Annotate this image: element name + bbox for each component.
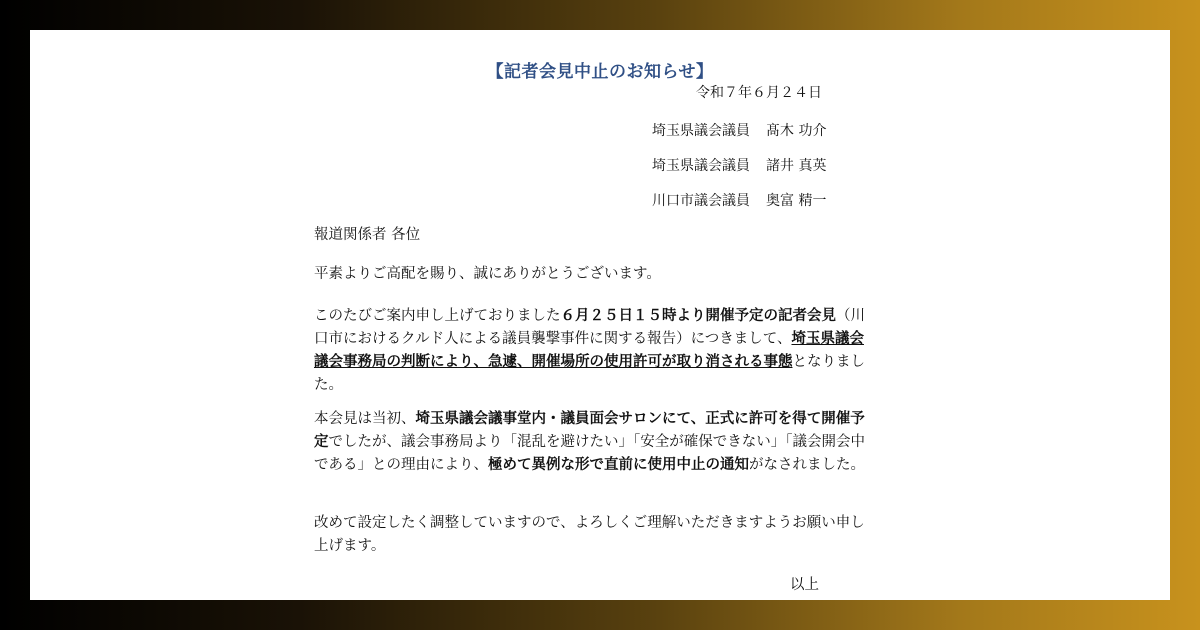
- notice-document: [30, 30, 1170, 600]
- sender-3: [652, 190, 826, 210]
- p2-text-2: （川口市におけるクルド人による議員襲撃事件に関する報告）につきまして、: [314, 308, 865, 347]
- sender-name: 諸井 真英: [766, 158, 827, 174]
- sender-1: [652, 120, 826, 140]
- p3-bold-venue: 埼玉県議会議事堂内・議員面会サロンにて、正式に許可を得て開催予定: [314, 411, 865, 450]
- paragraph-details: [314, 408, 874, 477]
- p3-text-2: でしたが、議会事務局より「混乱を避けたい」「安全が確保できない」「議会開会中である」との理由により、: [314, 434, 865, 473]
- p3-text-3: がなされました。: [749, 457, 865, 473]
- notice-title: 【記者会見中止のお知らせ】: [486, 62, 714, 82]
- sender-role: 川口市議会議員: [652, 193, 750, 209]
- paragraph-request: 改めて設定したく調整していますので、よろしくご理解いただきますようお願い申し上げます。: [314, 515, 865, 554]
- p3-bold-notice: 極めて異例な形で直前に使用中止の通知: [488, 457, 749, 473]
- notice-date: 令和７年６月２４日: [696, 85, 822, 101]
- sender-name: 奥富 精一: [766, 193, 827, 209]
- closing: 以上: [790, 577, 819, 593]
- p2-underline-reason: 埼玉県議会議会事務局の判断により、急遽、開催場所の使用許可が取り消される事態: [314, 331, 864, 370]
- sender-role: 埼玉県議会議員: [652, 158, 750, 174]
- p3-text-1: 本会見は当初、: [314, 411, 416, 427]
- addressee: 報道関係者 各位: [314, 227, 421, 243]
- p2-text-1: このたびご案内申し上げておりました: [314, 308, 561, 324]
- sender-name: 髙木 功介: [766, 123, 827, 139]
- sender-role: 埼玉県議会議員: [652, 123, 750, 139]
- paragraph-greeting: 平素よりご高配を賜り、誠にありがとうございます。: [314, 266, 661, 282]
- paragraph-cancellation: [314, 305, 874, 397]
- p2-text-3: となりました。: [314, 354, 865, 393]
- p2-bold-event: ６月２５日１５時より開催予定の記者会見: [560, 308, 836, 324]
- sender-2: [652, 155, 826, 175]
